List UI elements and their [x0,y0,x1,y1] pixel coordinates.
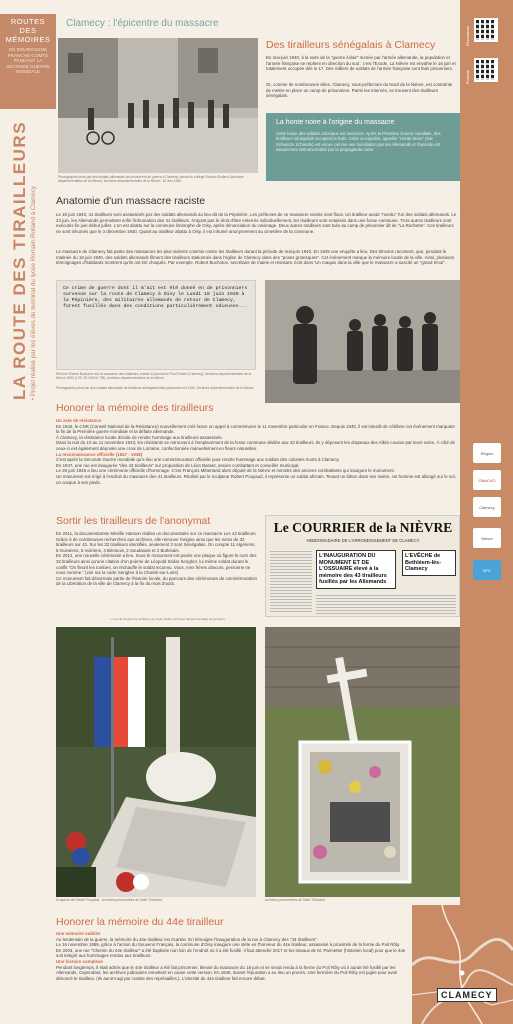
qr-label-resources: Ressources [466,25,470,46]
newspaper-courrier-nievre [265,515,460,617]
vertical-title-text: LA ROUTE DES TIRAILLEURS [10,120,29,400]
honte-noire-title: La honte noire à l'origine du massacre [276,119,395,126]
honorer-p6: Le 28 juin 1948 a lieu une cérémonie officielle d'hommage. C'est François Mitterrand alors député de la Nièvre et ministre des anciens combattants qui inaugure le monument. [56,468,395,474]
partner-logo-region: Région [473,443,501,463]
logo-subtitle: EN BOURGOGNE FRANCHE-COMTÉ PENDANT LA SECONDE GUERRE MONDIALE [6,47,50,75]
partner-logo-clamecy: Clamecy [473,497,501,517]
document-text: Ce crime de guerre dont il m'ait est été donné en de prisonniers survenue sur la route de Clamecy à Oisy le Lundi 18 juin 1940 à la Pépinière, des militaires allemands de retour de Clamecy, furent fusillés dans des conditions particulièrement odieuses... [63,286,248,309]
partner-logo-onacvg: ONaCVG [473,470,501,490]
section-tirailleurs-title [266,39,435,51]
photo-monument-sculpture [56,627,256,897]
caption-document: Récit de Robert Buchoton sur le massacre des tirailleurs, extrait du journal de Paul Robert (Clamecy), Archives départementales de la Nièvre 1990 (17B, 3E NOUV 738), Archives départementales de la Nièvre. [56,372,252,380]
document-buchoton-account [56,280,256,370]
subheading-histoire-complexe: Une histoire complexe [56,958,103,964]
newspaper-columns-2 [316,594,456,614]
photo-prisoners-clamecy [58,38,258,173]
section-anatomie-title [56,195,205,207]
subheading-memoire-oubliee: Une mémoire oubliée [56,931,101,936]
honorer-p1: En 1943, le CNR (Conseil National de la Résistance) nouvellement créé lance un appel à commémorer le 11 novembre particulier en France. Depuis 1940, il est interdit de célébrer cet événement marquant la fin de la Première guerre mondiale et la défaite allemande. [56,423,455,435]
vertical-title [10,120,30,400]
section-anatomie-heading: Anatomie d'un massacre raciste [56,195,206,207]
partner-logo-bfc: BFC [473,560,501,580]
subheading-acte-resistance: Un acte de résistance [56,418,102,423]
section-tirailleurs-body: En mai-juin 1940, à la suite de la "guerre éclair" menée par l'armée allemande, la population et l'armée française se replient en direction du sud : c'est l'Exode. La Nièvre est envahie le 16 juin et totalement occupée dès le 17. Des milliers de soldats de l'armée française sont faits prisonniers. [266,55,456,72]
honorer-p7: Un monument est érigé à l'endroit du massacre des 41 tirailleurs. Réalisé par le sculpteur Robert Pouyaud, il représente un soldat africain. Tenant un bâton dans ses mains, cet homme est allongé sur le sol, un casque à ses pieds. [56,473,456,485]
honorer-p5: En 1947, une rue est inaugurée "des 43 tirailleurs" sur proposition de Léon Basset, ancien combattant et conseiller municipal. [56,462,300,468]
caption-monument: Sculpture de Robert Pouyaud - Archives personnelles de Saint Théodore [56,898,163,902]
newspaper-headline-eveche: L'EVÊCHE de Bethléem-lès-Clamecy [402,550,456,576]
honorer-p2: À Clamecy, la résistance locale décide de rendre hommage aux tirailleurs assassinés. [56,434,223,440]
photo-tirailleurs-prisoners [265,280,460,403]
newspaper-headline-inauguration: L'INAUGURATION DU MONUMENT ET DE L'OSSUAIRE élevé à la mémoire des 43 tirailleurs fusillés par les Allemands [316,550,396,589]
clamecy-map [412,905,513,1024]
subheading-reconnaissance: La reconnaissance officielle (1947 - 1948) [56,451,143,457]
section-anatomie-body-2: Le massacre de Clamecy fait partie des massacres les plus violents commis contre les tirailleurs durant la période de mai-juin 1940. En 1945 une enquête a lieu. Des témoins racontent, que, pendant le matinée du 18 juin 1940, des soldats allemands filment des tirailleurs stationnés dans l'église de Clamecy dans des "poses grotesques". Cet événement marque la mémoire locale de la ville. Ainsi, plusieurs témoignages d'habitants montrent qu'ils ont été choqués. Par exemple, Robert Buchoton, secrétaire de mairie et résistant, écrit dans 'Un maquis dans la ville que le massacre a suscité un "grand émoi". [56,249,455,266]
left-band [0,0,55,1024]
photo-grave-44th [265,627,460,897]
section-clamecy-title: Clamecy : l'épicentre du massacre [66,18,219,29]
section-tirailleurs-heading: Des tirailleurs sénégalais à Clamecy [266,39,436,51]
qr-code-resources-icon[interactable] [474,18,498,42]
section-anatomie-body: Le 18 juin 1940, 41 tirailleurs sont assassinés par des soldats allemands au lieu-dit de la Pépinière. Les préfectes de ce massacre raciste sont flous. Un tirailleur aurait "mordu" l'un des soldats allemands. Le 23 juin, les Allemands permettent enfin l'inhumation des 41 tirailleurs. N'ayant pas le droit d'être enterrés individuellement, les tirailleurs sont entassés dans une fosse commune. Trois autres tirailleurs sont exécutés fin juin-début juillet. L'un est abattu sur la commune limitrophe de Oisy, après dénonciation du voisinage. Deux autres tirailleurs sont tués au camp de prisonnier dit de "La Rochette". Ces tirailleurs ne sont inhumés que le 3 décembre 1940. Quant au tirailleur abattu à Oisy, il est inhumé anonymement au cimetière de la commune. [56,212,457,234]
section-anonymat-heading: Sortir les tirailleurs de l'anonymat [56,515,211,527]
routes-memoires-logo [0,14,56,109]
honorer-p4: C'est après la Seconde Guerre mondiale qu'a lieu une commémoration officielle pour rendre hommage aux soldats des colonies morts à Clamecy. [56,457,340,463]
section-44e-body [56,931,408,981]
caption-prisoners-photo: Photographie prise par des soldats allemands de prisonniers de guerre à Clamecy, devant le collège Romain-Rolland (Archives départementales de la Nièvre). Archives départementales de la Nièvre, 18 Juin 1940. [58,175,244,183]
section-honorer-heading: Honorer la mémoire des tirailleurs [56,402,214,414]
vertical-subtitle: • Projet réalisé par les élèves de terminal du lycée Romain-Rolland à Clamecy [30,185,37,400]
map-label-clamecy: CLAMECY [437,988,497,1002]
section-honorer-body [56,418,459,485]
section-tirailleurs-body-2: Or, comme de nombreuses villes, Clamecy, sous-préfecture du Nord de la Nièvre, est contrainte de mettre en place un camp de prisonniers. Parmi les internés, se trouvent des tirailleurs sénégalais. [266,82,453,99]
caption-newspaper: « Une du Courrier de la Nièvre du 3 juin 1948 » Archives départementales de la Nièvre. [110,617,226,621]
honte-noire-body: Cette haine des soldats coloniaux est ancienne. Après la Première Guerre mondiale, des tirailleurs sénégalais occupent la Ruhr. Cette occupation, appelée "Honte Noire" (Die Schwarze Schande) est vécue comme une humiliation par les Allemands et l'épisode est savamment instrumentalisé par la propagande nazie. [276,131,441,153]
qr-label-podcast: Podcast [466,70,470,84]
honte-noire-box [266,113,460,181]
logo-title: ROUTES DES MÉMOIRES [5,17,51,44]
newspaper-title: Le COURRIER de la NIÈVRE [273,520,453,535]
section-anonymat-body [56,531,259,587]
honorer-p3: Dans la nuit du 10 au 11 novembre 1943, les résistants se retrouvent à l'emplacement de la fosse commune dédiée aux 43 tirailleurs. Ils y déposent les drapeaux des Alliés cousus par leurs soins. À côté de ceux-ci est également déposée une croix de Lorraine, confectionnée manuellement en fleurs naturelles. [56,440,456,451]
section-44e-title [56,916,224,928]
44e-p4: Pendant longtemps, il était admis que le 44e tirailleur a été fait prisonnier, blessé du massacre du 18 juin et se serait rendu à la ferme du Poil Rôty où il aurait été fusillé par les Allemands. Cependant, les archives judiciaires remettent en cause cette version. En 1945, durant l'épuration a eu lieu un procès. Une fermière du Poil Rôty est jugée pour avoir dénoncé le tirailleur. (Ils auront agi par crainte des représailles.). L'identité du 44e tirailleur fait encore débat. [56,964,398,981]
anonymat-p3: Ce monument fait désormais partie de l'histoire locale, du parcours des cérémonies de commémoration de la Libération de la ville de Clamecy à la fin du mois d'août. [56,575,257,587]
44e-p1: Au lendemain de la guerre, la mémoire du 44e tirailleur est écartée. En témoigne l'inauguration de la rue à Clamecy des "43 tirailleurs". [56,936,318,942]
anonymat-p1: En 2011, la documentariste Mireille Hannon réalise un documentaire sur ce massacre Les 43 tirailleurs. Grâce à de nombreuses recherches aux archives, elle retrouve l'origine ainsi que les noms de 32 tirailleurs sur 43. Sur les 32 tirailleurs identifiés, seulement 2 sont Sénégalais. On compte 11 Algériens, 6 Guinéens, 5 Ivoiriens, 4 Béninois, 2 Soudanais et 2 Burkinais. [56,531,257,553]
anonymat-p2: En 2012, une nouvelle cérémonie a lieu. Sous le monument est posée une plaque où figure le nom des 32 tirailleurs ainsi qu'une citation d'un poème de Léopold Sédar Senghor, lui même soldat durant le conflit "On fleurit les tombes, on réchauffe le soldat inconnu. Vous, mes frères obscurs, personne ne vous nomme." (voir sur la carte Senghor à la Charité-sur-Loire) [56,553,257,576]
partner-logo-nievre: Nièvre [473,528,501,548]
section-anonymat-title [56,515,210,527]
44e-p2: Le 16 novembre 1959, grâce à l'action du Souvenir Français, la commune d'Oisy inaugure une stèle en l'honneur du 44e tirailleur, assassiné à proximité de la ferme du Poil Rôty. [56,942,401,948]
section-honorer-title [56,402,214,414]
section-44e-heading: Honorer la mémoire du 44e tirailleur [56,916,224,928]
qr-code-podcast-icon[interactable] [474,58,498,82]
newspaper-columns [270,550,312,612]
caption-grave: Archives personnelles de Saint Théodore [265,898,326,902]
caption-tirailleurs-photo: Photographie prise par des soldats allemands de tirailleurs sénégalais faits prisonniers en 1940, Archives départementales de la Nièvre. [56,386,255,390]
newspaper-subtitle: HEBDOMADAIRE DE L'ARRONDISSEMENT DE CLAMECY [306,538,420,543]
44e-p3: En 2003, une rue "Chemin du 44e tirailleur" a été baptisée non loin de l'endroit où il a été fusillé. Il faut attendre 2017 et les travaux de M. Parmetter (historien local) pour que le 44e soit intégré aux hommages rendus aux tirailleurs. [56,947,406,959]
